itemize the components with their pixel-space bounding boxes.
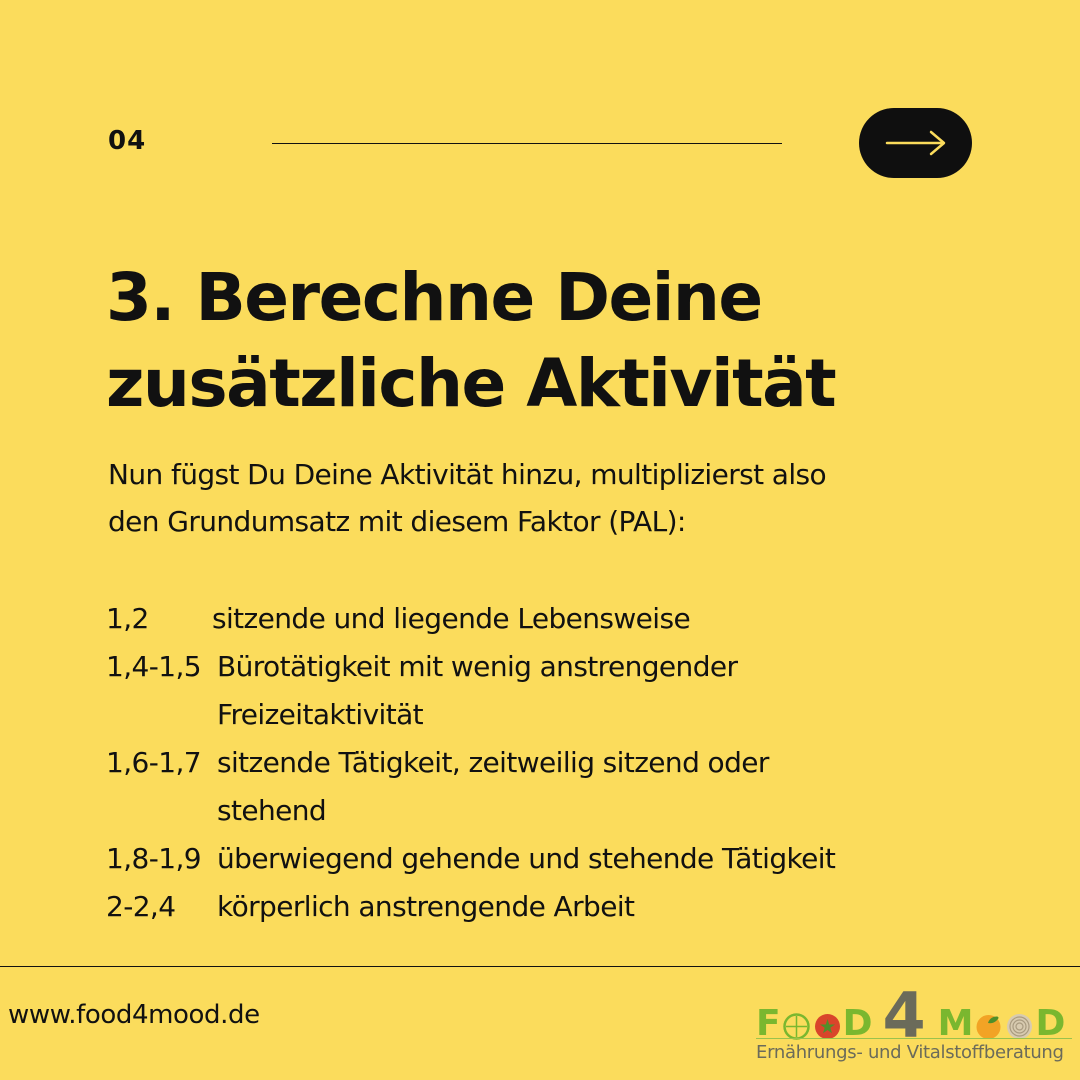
tomato-icon (814, 1013, 841, 1040)
page-number: 04 (108, 126, 147, 156)
pal-row (106, 643, 1006, 739)
next-button[interactable] (859, 108, 972, 178)
logo-letter: D (842, 1003, 873, 1044)
food4mood-logo (756, 968, 1074, 1076)
pal-description-line: sitzende und liegende Lebensweise (212, 602, 691, 635)
pal-description-line: überwiegend gehende und stehende Tätigkeit (217, 842, 836, 875)
pal-factor: 1,2 (106, 602, 149, 635)
intro-text (108, 451, 1008, 545)
page-title (106, 255, 1006, 427)
pal-description (212, 595, 1006, 643)
footer-divider (0, 966, 1080, 967)
pal-factor-list (106, 595, 1006, 931)
pal-description-line: sitzende Tätigkeit, zeitweilig sitzend oder (217, 746, 769, 779)
logo-number: 4 (882, 979, 926, 1052)
pal-description-line: stehend (217, 794, 327, 827)
title-line-1: 3. Berechne Deine (106, 259, 762, 336)
logo-letter: M (937, 1003, 974, 1044)
pal-factor: 1,8-1,9 (106, 842, 201, 875)
arrow-right-icon (885, 128, 947, 158)
pal-description-line: körperlich anstrengende Arbeit (217, 890, 635, 923)
pal-description (217, 883, 1006, 931)
pal-row (106, 835, 1006, 883)
website-link[interactable]: www.food4mood.de (8, 1000, 260, 1030)
pal-row (106, 739, 1006, 835)
title-line-2: zusätzliche Aktivität (106, 345, 836, 422)
wood-ring-icon (1006, 1013, 1033, 1040)
logo-letter: D (1035, 1003, 1066, 1044)
pal-factor: 1,6-1,7 (106, 746, 201, 779)
pal-description (217, 739, 1006, 835)
pal-description (217, 643, 1006, 739)
logo-tagline: Ernährungs- und Vitalstoffberatung (756, 1042, 1064, 1063)
logo-letter: F (756, 1003, 781, 1044)
pal-row (106, 595, 1006, 643)
pal-description-line: Freizeitaktivität (217, 698, 424, 731)
orange-leaf-icon (975, 1013, 1002, 1040)
intro-line-2: den Grundumsatz mit diesem Faktor (PAL): (108, 505, 686, 538)
logo-divider (756, 1038, 1072, 1039)
citrus-slice-icon (783, 1013, 810, 1040)
logo-wordmark (756, 979, 1066, 1052)
pal-factor: 2-2,4 (106, 890, 176, 923)
pal-row (106, 883, 1006, 931)
pal-description-line: Bürotätigkeit mit wenig anstrengender (217, 650, 738, 683)
pal-factor: 1,4-1,5 (106, 650, 201, 683)
header-divider (272, 143, 782, 144)
pal-description (217, 835, 1006, 883)
intro-line-1: Nun fügst Du Deine Aktivität hinzu, multiplizierst also (108, 458, 827, 491)
